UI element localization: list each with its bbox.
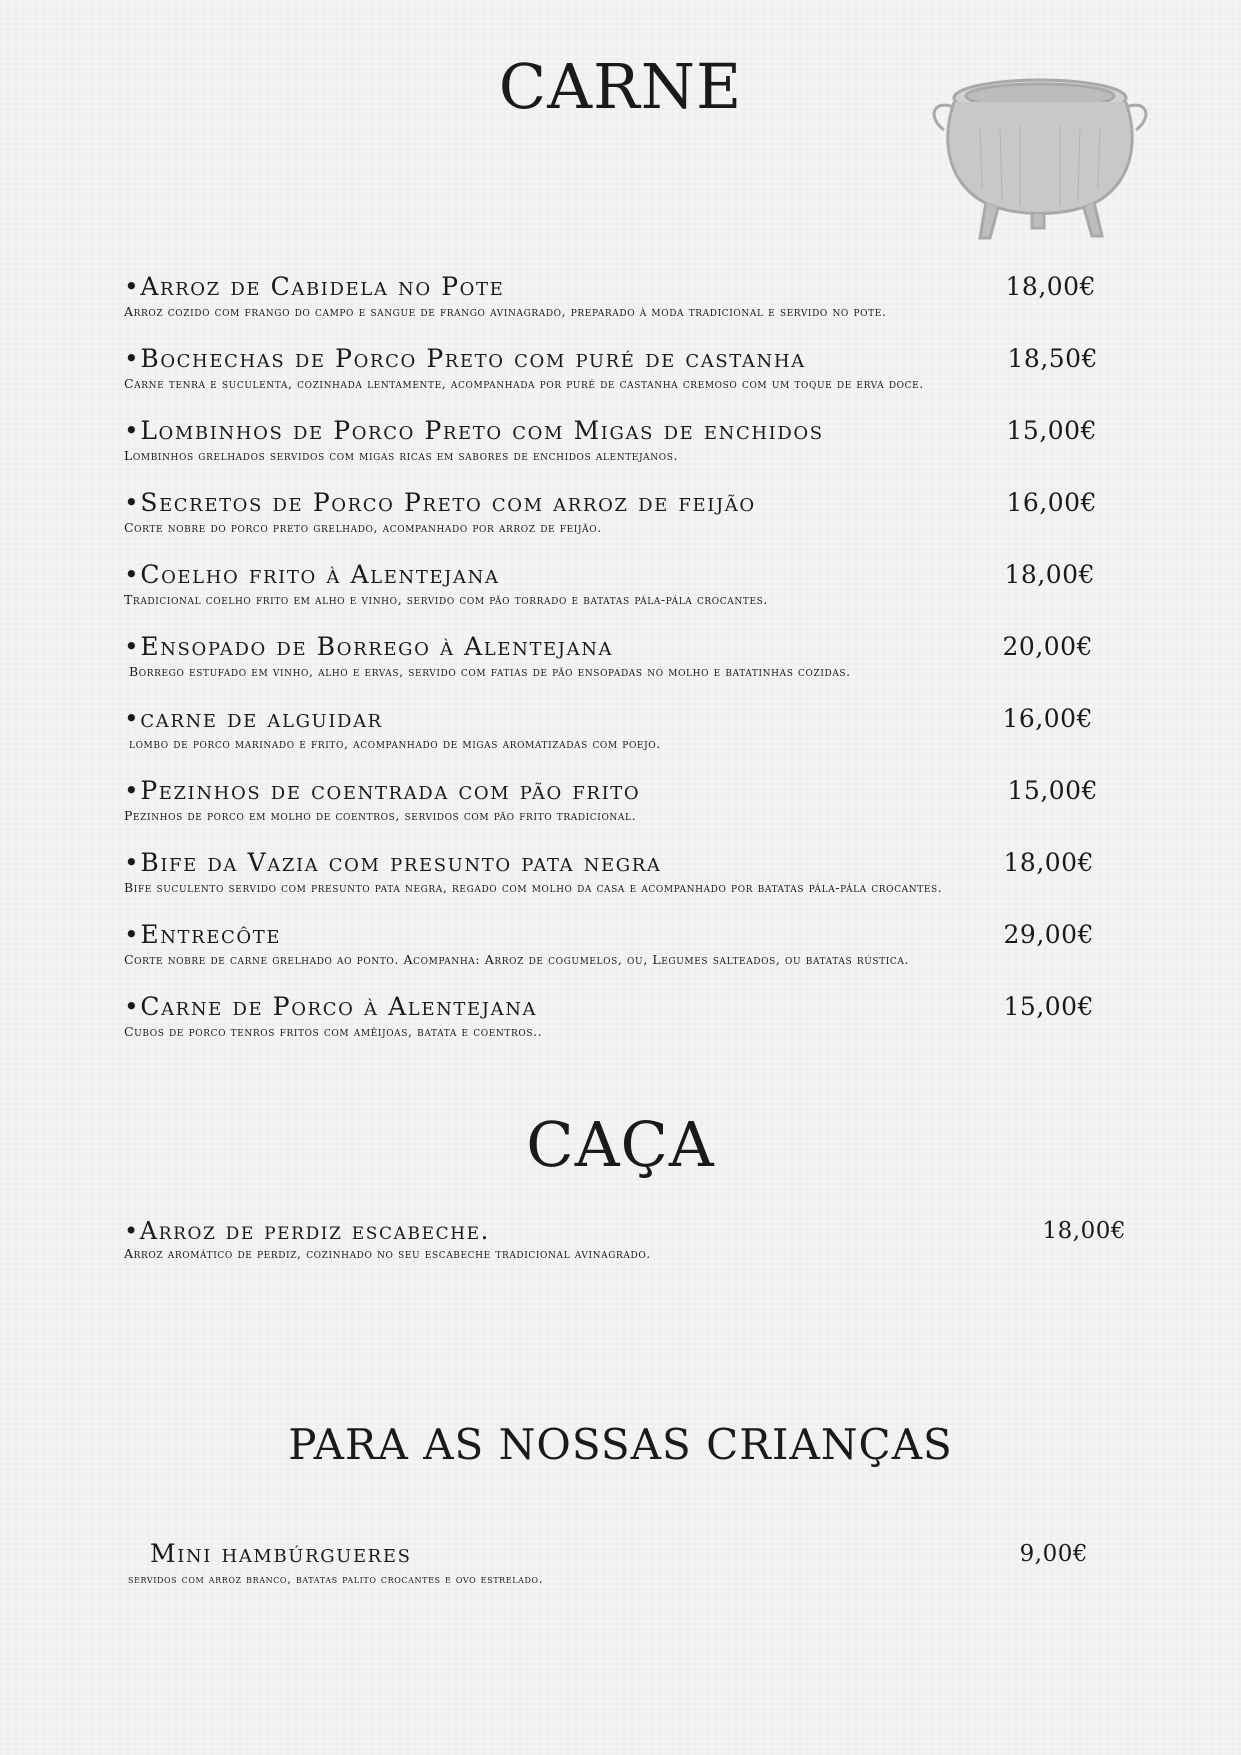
menu-item (128, 1539, 1088, 1587)
item-name: •Secretos de Porco Preto com arroz de feijão (124, 488, 756, 517)
item-name: •Arroz de perdiz escabeche. (124, 1217, 490, 1245)
menu-item (124, 488, 1114, 536)
item-name: •Bochechas de Porco Preto com puré de castanha (124, 344, 806, 373)
menu-item (124, 344, 1114, 392)
item-name: Mini hambúrgueres (150, 1539, 412, 1568)
item-name: •Ensopado de Borrego à Alentejana (124, 632, 614, 661)
item-description: Arroz aromático de perdiz, cozinhado no seu escabeche tradicional avinagrado. (124, 1246, 651, 1261)
item-price: 18,00€ (1042, 1218, 1126, 1244)
item-name: •Arroz de Cabidela no Pote (124, 272, 505, 301)
item-price: 15,00€ (1007, 776, 1098, 805)
menu-item (124, 848, 1114, 896)
item-description: Cubos de porco tenros fritos com amêijoas, batata e coentros.. (124, 1024, 543, 1039)
item-description: Corte nobre de carne grelhado ao ponto. Acompanha: Arroz de cogumelos, ou, Legumes salteados, ou batatas rústica. (124, 952, 910, 967)
item-name: •Coelho frito à Alentejana (124, 560, 500, 589)
menu-item (124, 272, 1114, 320)
item-description: Arroz cozido com frango do campo e sangue de frango avinagrado, preparado à moda tradicional e servido no pote. (124, 304, 887, 319)
section-title-carne: CARNE (498, 50, 743, 123)
item-price: 9,00€ (1019, 1541, 1088, 1567)
item-price: 15,00€ (1006, 416, 1097, 445)
item-description: Carne tenra e suculenta, cozinhada lentamente, acompanhada por puré de castanha cremoso com um toque de erva doce. (124, 376, 924, 391)
item-description: Corte nobre do porco preto grelhado, acompanhado por arroz de feijão. (124, 520, 602, 535)
item-description: Pezinhos de porco em molho de coentros, servidos com pão frito tradicional. (124, 808, 637, 823)
menu-item (124, 416, 1114, 464)
menu-item (124, 704, 1114, 752)
item-description: Lombinhos grelhados servidos com migas ricas em sabores de enchidos alentejanos. (124, 448, 679, 463)
item-price: 18,00€ (1003, 848, 1094, 877)
cooking-pot-icon (920, 68, 1160, 244)
section-title-caca: CAÇA (526, 1108, 715, 1181)
item-description: Bife suculento servido com presunto pata negra, regado com molho da casa e acompanhado por batatas pála-pála crocantes. (124, 880, 943, 895)
item-price: 15,00€ (1003, 992, 1094, 1021)
item-price: 16,00€ (1002, 704, 1093, 733)
item-name: •Bife da Vazia com presunto pata negra (124, 848, 662, 877)
menu-item (124, 632, 1114, 680)
item-description: servidos com arroz branco, batatas palito crocantes e ovo estrelado. (128, 1572, 544, 1586)
item-price: 18,00€ (1004, 560, 1095, 589)
item-price: 18,00€ (1005, 272, 1096, 301)
item-name: •Lombinhos de Porco Preto com Migas de enchidos (124, 416, 824, 445)
menu-item (124, 1216, 1126, 1262)
item-price: 18,50€ (1007, 344, 1098, 373)
item-name: •Carne de Porco à Alentejana (124, 992, 538, 1021)
item-name: •carne de alguidar (124, 704, 383, 733)
menu-item (124, 776, 1114, 824)
section-title-criancas: PARA AS NOSSAS CRIANÇAS (288, 1420, 953, 1469)
item-description: Borrego estufado em vinho, alho e ervas, servido com fatias de pão ensopadas no molho e batatinhas cozidas. (129, 664, 851, 679)
item-name: •Pezinhos de coentrada com pão frito (124, 776, 641, 805)
item-description: Tradicional coelho frito em alho e vinho, servido com pão torrado e batatas pála-pála crocantes. (124, 592, 768, 607)
item-price: 29,00€ (1003, 920, 1094, 949)
item-price: 16,00€ (1006, 488, 1097, 517)
menu-item (124, 992, 1114, 1040)
item-name: •Entrecôte (124, 920, 282, 949)
item-price: 20,00€ (1002, 632, 1093, 661)
menu-item (124, 560, 1114, 608)
item-description: lombo de porco marinado e frito, acompanhado de migas aromatizadas com poejo. (129, 736, 661, 751)
menu-item (124, 920, 1114, 968)
